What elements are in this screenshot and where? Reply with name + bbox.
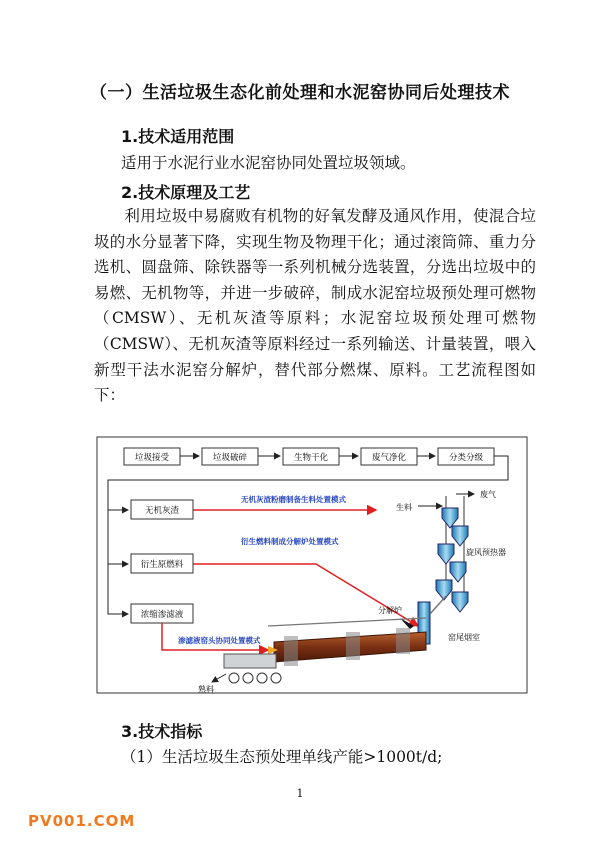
label-raw-meal: 生料 xyxy=(396,503,412,512)
mode-label-fuel: 衍生燃料制成分解炉处置模式 xyxy=(241,537,339,546)
section-2-paragraph-text: 利用垃圾中易腐败有机物的好氧发酵及通风作用，使混合垃圾的水分显著下降，实现生物及物理干化；通过滚筒筛、重力分选机、圆盘筛、除铁器等一系列机械分选装置，分选出垃圾中的易燃、无机物等，并进一步破碎，制成水泥窑垃圾预处理可燃物（CMSW）、无机灰渣等原料；水泥窑垃圾预处理可燃物（CMSW）、无机灰渣等原料经过一系列输送、计量装置，喂入新型干法水泥窑分解炉，替代部分燃煤、原料。工艺流程图如下： xyxy=(94,207,536,405)
label-gas-clean: 废气净化 xyxy=(371,453,407,463)
label-calciner: 分解炉 xyxy=(378,606,402,615)
section-1-text: 适用于水泥行业水泥窑协同处置垃圾领域。 xyxy=(121,154,416,172)
top-process-row xyxy=(124,448,494,465)
watermark-text: PV001.COM xyxy=(28,812,136,830)
label-kiln-inlet: 窑尾烟室 xyxy=(448,633,480,642)
mode-label-leachate: 渗滤液窑头协同处置模式 xyxy=(178,636,261,645)
process-flow-diagram xyxy=(96,436,528,694)
section-1-heading: 1.技术适用范围 xyxy=(121,127,235,146)
section-2-paragraph xyxy=(94,204,536,409)
document-title: （一）生活垃圾生态化前处理和水泥窑协同后处理技术 xyxy=(90,83,510,103)
label-derived-fuel: 衍生原燃料 xyxy=(140,560,184,570)
label-inorganic-ash: 无机灰渣 xyxy=(144,506,180,516)
label-preheater: 旋风预热器 xyxy=(466,548,506,557)
label-leachate: 浓缩渗滤液 xyxy=(140,610,184,620)
section-3-item-1: （1）生活垃圾生态预处理单线产能>1000t/d; xyxy=(121,748,443,766)
label-biodry: 生物干化 xyxy=(293,453,329,463)
label-clinker: 熟料 xyxy=(198,685,214,694)
page-number: 1 xyxy=(296,787,304,800)
mode-label-ash: 无机灰渣粉磨制备生料处置模式 xyxy=(241,495,346,504)
label-sorting: 分类分级 xyxy=(448,453,484,463)
label-exhaust: 废气 xyxy=(480,490,496,499)
clinker-cooler xyxy=(224,654,281,683)
label-crush: 垃圾破碎 xyxy=(212,453,248,463)
section-3-heading: 3.技术指标 xyxy=(121,722,203,741)
label-receive: 垃圾接受 xyxy=(134,453,170,463)
section-2-heading: 2.技术原理及工艺 xyxy=(121,183,251,202)
